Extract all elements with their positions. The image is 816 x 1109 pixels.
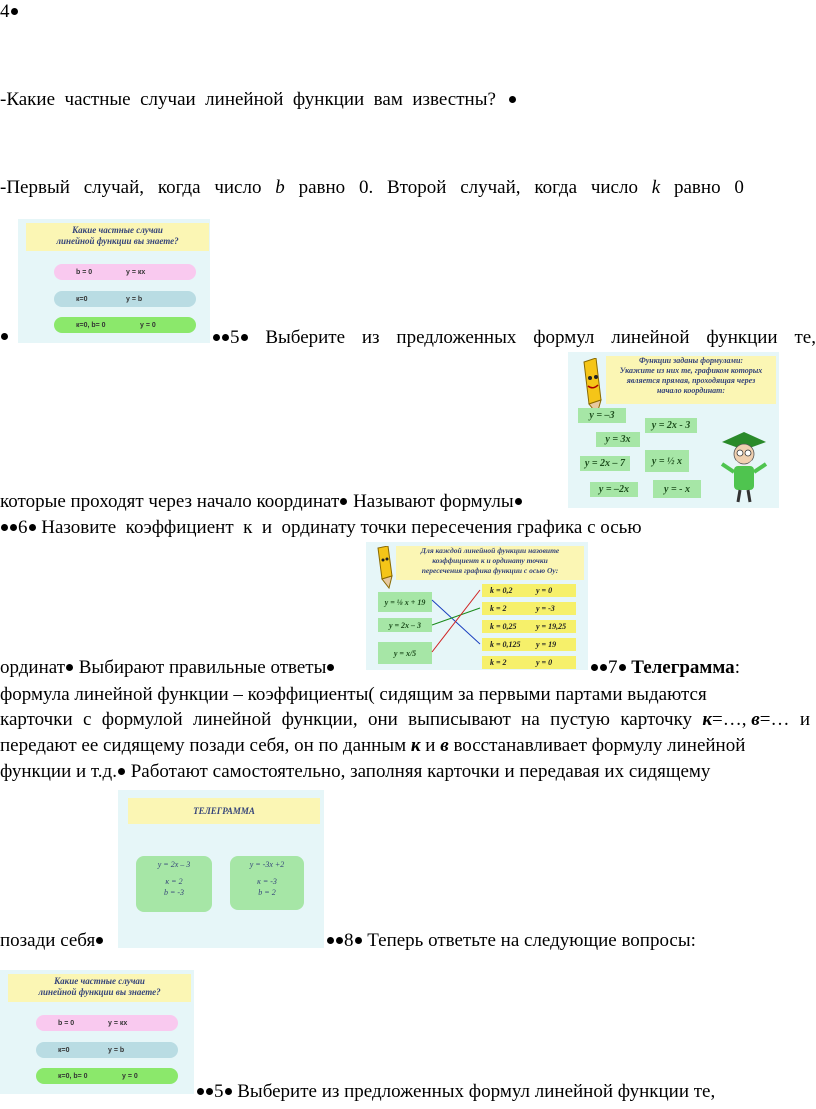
answer-word: -Первый (0, 177, 70, 198)
graduate-character-icon (716, 426, 772, 506)
item-number-4: 4 (0, 0, 19, 24)
task5-repeat-line: 5 Выберите из предложенных формул линейной функции те, (196, 1080, 715, 1104)
slide-header: Функции заданы формулами: Укажите из них те, графиком которых является прямая, проходящая через начало координат: (606, 356, 776, 404)
telegram-word: с (83, 709, 92, 730)
telegram-line-1: формула линейной функции – коэффициенты( сидящим за первыми партами выдаются (0, 684, 707, 705)
answer-word: когда (157, 177, 201, 198)
slide-coefficients (366, 542, 588, 670)
answer-box: k = 0,125 y = 19 (482, 638, 576, 651)
formula-box: y = - x (653, 480, 701, 498)
matching-arrows (366, 542, 588, 670)
k-value-placeholder: к=…, в=… (702, 709, 790, 730)
telegram-word: выписывают (408, 709, 511, 730)
telegram-line-3: передают ее сидящему позади себя, он по данным к и в восстанавливает формулу линейной (0, 735, 746, 756)
slide-special-cases-repeat (0, 970, 194, 1094)
bullet-icon (241, 334, 248, 341)
pill-k-b-zero: к=0, b= 0 y = 0 (36, 1068, 178, 1084)
bullet-icon (29, 524, 36, 531)
pill-k-zero: к=0 y = b (36, 1042, 178, 1058)
task5-word: из (361, 327, 380, 348)
pill-k-zero: к=0 y = b (54, 291, 196, 307)
answer-word: число (214, 177, 262, 198)
answer-box: k = 0,25 y = 19,25 (482, 620, 576, 633)
bullet-icon (591, 664, 598, 671)
bullet-icon (509, 96, 516, 103)
slide-special-cases (18, 219, 210, 343)
task5-word: формул (533, 327, 595, 348)
bullet-icon (327, 937, 334, 944)
task5-line (212, 326, 816, 350)
telegram-word: и (799, 709, 810, 730)
answer-box: k = 2 y = -3 (482, 602, 576, 615)
slide-header: Какие частные случаи линейной функции вы знаете? (26, 223, 209, 251)
task5-word: линейной (611, 327, 690, 348)
telegram-end: позади себя (0, 929, 104, 953)
bullet-icon (600, 664, 607, 671)
answer-word: равно (298, 177, 346, 198)
task5-word: те, (794, 327, 816, 348)
telegram-word: карточки (0, 709, 73, 730)
bullet-icon (340, 498, 347, 505)
answer-word: 0 (734, 177, 744, 198)
answer-word: число (590, 177, 638, 198)
answer-word: когда (534, 177, 578, 198)
bullet-icon (327, 664, 334, 671)
telegram-word: карточку (620, 709, 693, 730)
function-box: y = 2x – 3 (378, 618, 432, 632)
bullet-icon (11, 8, 18, 15)
answer-word: случай, (460, 177, 521, 198)
bullet-icon (197, 1088, 204, 1095)
bullet-icon (336, 937, 343, 944)
bullet-icon (213, 334, 220, 341)
telegram-line-4: функции и т.д. Работают самостоятельно, заполняя карточки и передавая их сидящему (0, 761, 711, 782)
telegram-card: y = 2x – 3 к = 2 b = -3 (136, 856, 212, 912)
slide-header: Для каждой линейной функции назовите коэффициент к и ординату точки пересечения графика функции с осью Оy: (396, 546, 584, 580)
function-box: y = ⅛ x + 19 (378, 592, 432, 612)
answer-word: k (651, 177, 661, 198)
answer-box: k = 0,2 y = 0 (482, 584, 576, 597)
task5-number: 5 (212, 326, 249, 350)
bullet-icon (206, 1088, 213, 1095)
slide-header: Какие частные случаи линейной функции вы знаете? (8, 974, 191, 1002)
task7-heading: 7 Телеграмма: (590, 656, 740, 680)
bullet-icon (96, 937, 103, 944)
bullet-icon (66, 664, 73, 671)
bullet-icon (225, 1088, 232, 1095)
telegram-line-2 (0, 708, 810, 732)
bullet-icon (118, 768, 125, 775)
bullet-icon (222, 334, 229, 341)
telegram-card: y = -3x +2 к = -3 b = 2 (230, 856, 304, 910)
pill-k-b-zero: к=0, b= 0 y = 0 (54, 317, 196, 333)
task5-continued: которые проходят через начало координат Называют формулы (0, 490, 523, 514)
pill-b-zero: b = 0 y = кx (36, 1015, 178, 1031)
formula-box: y = 2x – 7 (580, 456, 630, 471)
bullet-icon (1, 524, 8, 531)
formula-box: y = 3x (596, 432, 640, 447)
telegram-word: они (367, 709, 398, 730)
bullet-icon (515, 498, 522, 505)
formula-box: y = –3 (578, 408, 626, 423)
bullet-icon (0, 326, 9, 348)
formula-box: y = 2x - 3 (645, 418, 697, 433)
task5-word: Выберите (265, 327, 346, 348)
question-line: -Какие частные случаи линейной функции вам известны? (0, 88, 517, 112)
task5-word: предложенных (396, 327, 517, 348)
answer-word: b (275, 177, 285, 198)
telegram-word: формулой (101, 709, 183, 730)
slide-telegram (118, 790, 324, 948)
answer-word: случай, (83, 177, 145, 198)
task8-line: 8 Теперь ответьте на следующие вопросы: (326, 929, 696, 953)
bullet-icon (619, 664, 626, 671)
pill-b-zero: b = 0 y = кx (54, 264, 196, 280)
answer-word: 0. (358, 177, 374, 198)
task5-word: функции (706, 327, 778, 348)
answer-box: k = 2 y = 0 (482, 656, 576, 669)
slide-formulas-origin (568, 352, 779, 508)
answer-line (0, 176, 744, 200)
telegram-word: функции, (281, 709, 358, 730)
bullet-icon (10, 524, 17, 531)
task6-continued: ординат Выбирают правильные ответы (0, 656, 335, 680)
telegram-word: на (521, 709, 540, 730)
telegram-word: линейной (193, 709, 272, 730)
answer-word: Второй (386, 177, 447, 198)
task6-line: 6 Назовите коэффициент к и ординату точки пересечения графика с осью (0, 516, 642, 540)
function-box: y = x/5 (378, 642, 432, 664)
answer-word: равно (674, 177, 721, 198)
formula-box: y = ½ x (645, 450, 689, 472)
bullet-icon (355, 937, 362, 944)
slide-title: ТЕЛЕГРАММА (128, 798, 320, 824)
formula-box: y = –2x (590, 482, 638, 497)
telegram-word: пустую (550, 709, 610, 730)
